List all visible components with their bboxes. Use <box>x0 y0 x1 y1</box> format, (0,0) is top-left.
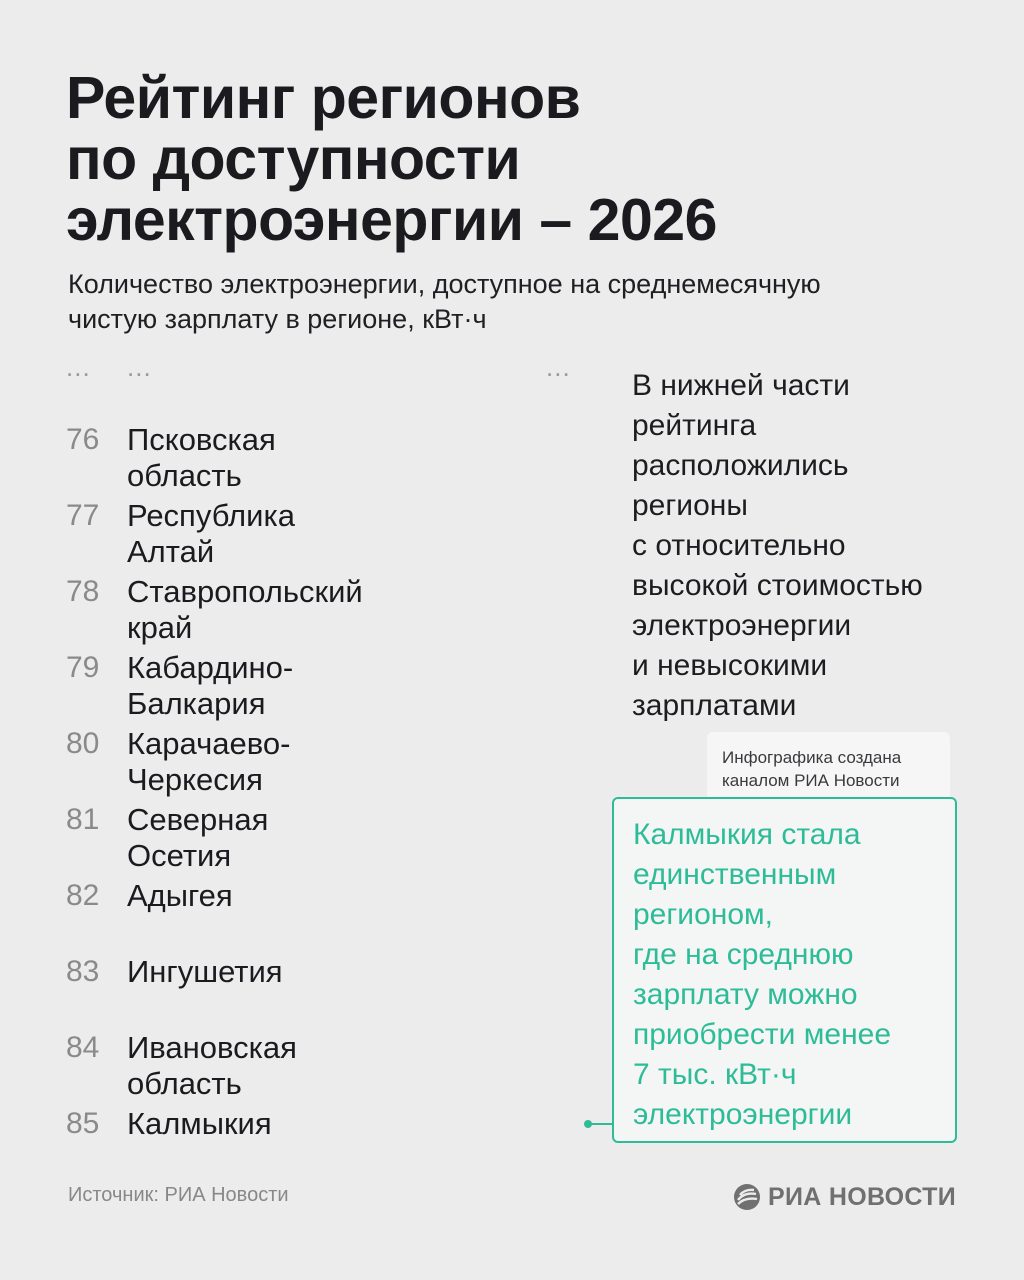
callout-line: 7 тыс. кВт·ч <box>633 1058 797 1091</box>
title-line-3: электроэнергии – 2026 <box>66 187 717 253</box>
note-line: регионы <box>632 489 748 522</box>
note-line: зарплатами <box>632 689 797 722</box>
page-subtitle <box>68 267 968 337</box>
callout-line: Калмыкия стала <box>633 818 861 851</box>
note-line: электроэнергии <box>632 609 852 642</box>
region-name: Адыгея <box>127 878 233 913</box>
callout-line: зарплату можно <box>633 978 858 1011</box>
region-name: Ингушетия <box>127 954 283 989</box>
ria-novosti-logo <box>732 1182 956 1212</box>
page-title <box>66 65 946 253</box>
subtitle-line-1: Количество электроэнергии, доступное на среднемесячную <box>68 269 821 299</box>
source-note: Источник: РИА Новости <box>68 1184 289 1206</box>
rank-number: 79 <box>66 651 100 684</box>
rank-number: 83 <box>66 955 100 988</box>
region-name: Ставропольский край <box>127 574 363 645</box>
region-name: Карачаево-Черкесия <box>127 726 291 797</box>
region-name: Калмыкия <box>127 1106 272 1141</box>
rank-number: 78 <box>66 575 100 608</box>
note-line: высокой стоимостью <box>632 569 923 602</box>
region-ellipsis: ... <box>127 352 152 382</box>
title-line-1: Рейтинг регионов <box>66 65 581 131</box>
note-line: рейтинга <box>632 409 757 442</box>
region-name: Республика Алтай <box>127 498 295 569</box>
region-name: Псковская область <box>127 422 276 493</box>
credit-line-2: каналом РИА Новости <box>722 771 900 790</box>
rank-number: 82 <box>66 879 100 912</box>
note-line: и невысокими <box>632 649 828 682</box>
rank-number: 80 <box>66 727 100 760</box>
ria-novosti-logo-icon <box>732 1182 762 1212</box>
rank-number: 84 <box>66 1031 100 1064</box>
callout-line: регионом, <box>633 898 773 931</box>
title-line-2: по доступности <box>66 126 521 192</box>
rank-number: 77 <box>66 499 100 532</box>
callout-connector <box>582 1116 614 1132</box>
value-ellipsis: ... <box>546 352 571 382</box>
note-line: В нижней части <box>632 369 850 402</box>
callout-line: единственным <box>633 858 837 891</box>
rank-number: 85 <box>66 1107 100 1140</box>
infographic-credit-badge <box>707 732 950 804</box>
note-line: расположились <box>632 449 849 482</box>
rank-ellipsis: ... <box>66 352 91 382</box>
bottom-ranking-note <box>632 366 992 726</box>
credit-line-1: Инфографика создана <box>722 748 902 767</box>
rank-number: 76 <box>66 423 100 456</box>
region-name: Ивановская область <box>127 1030 297 1101</box>
region-name: Кабардино-Балкария <box>127 650 294 721</box>
region-name: Северная Осетия <box>127 802 269 873</box>
logo-text: РИА НОВОСТИ <box>768 1182 956 1211</box>
callout-line: где на среднюю <box>633 938 854 971</box>
callout-line: электроэнергии <box>633 1098 853 1131</box>
rank-number: 81 <box>66 803 100 836</box>
kalmykia-callout <box>612 797 957 1143</box>
note-line: с относительно <box>632 529 846 562</box>
subtitle-line-2: чистую зарплату в регионе, кВт·ч <box>68 304 487 334</box>
callout-line: приобрести менее <box>633 1018 892 1051</box>
